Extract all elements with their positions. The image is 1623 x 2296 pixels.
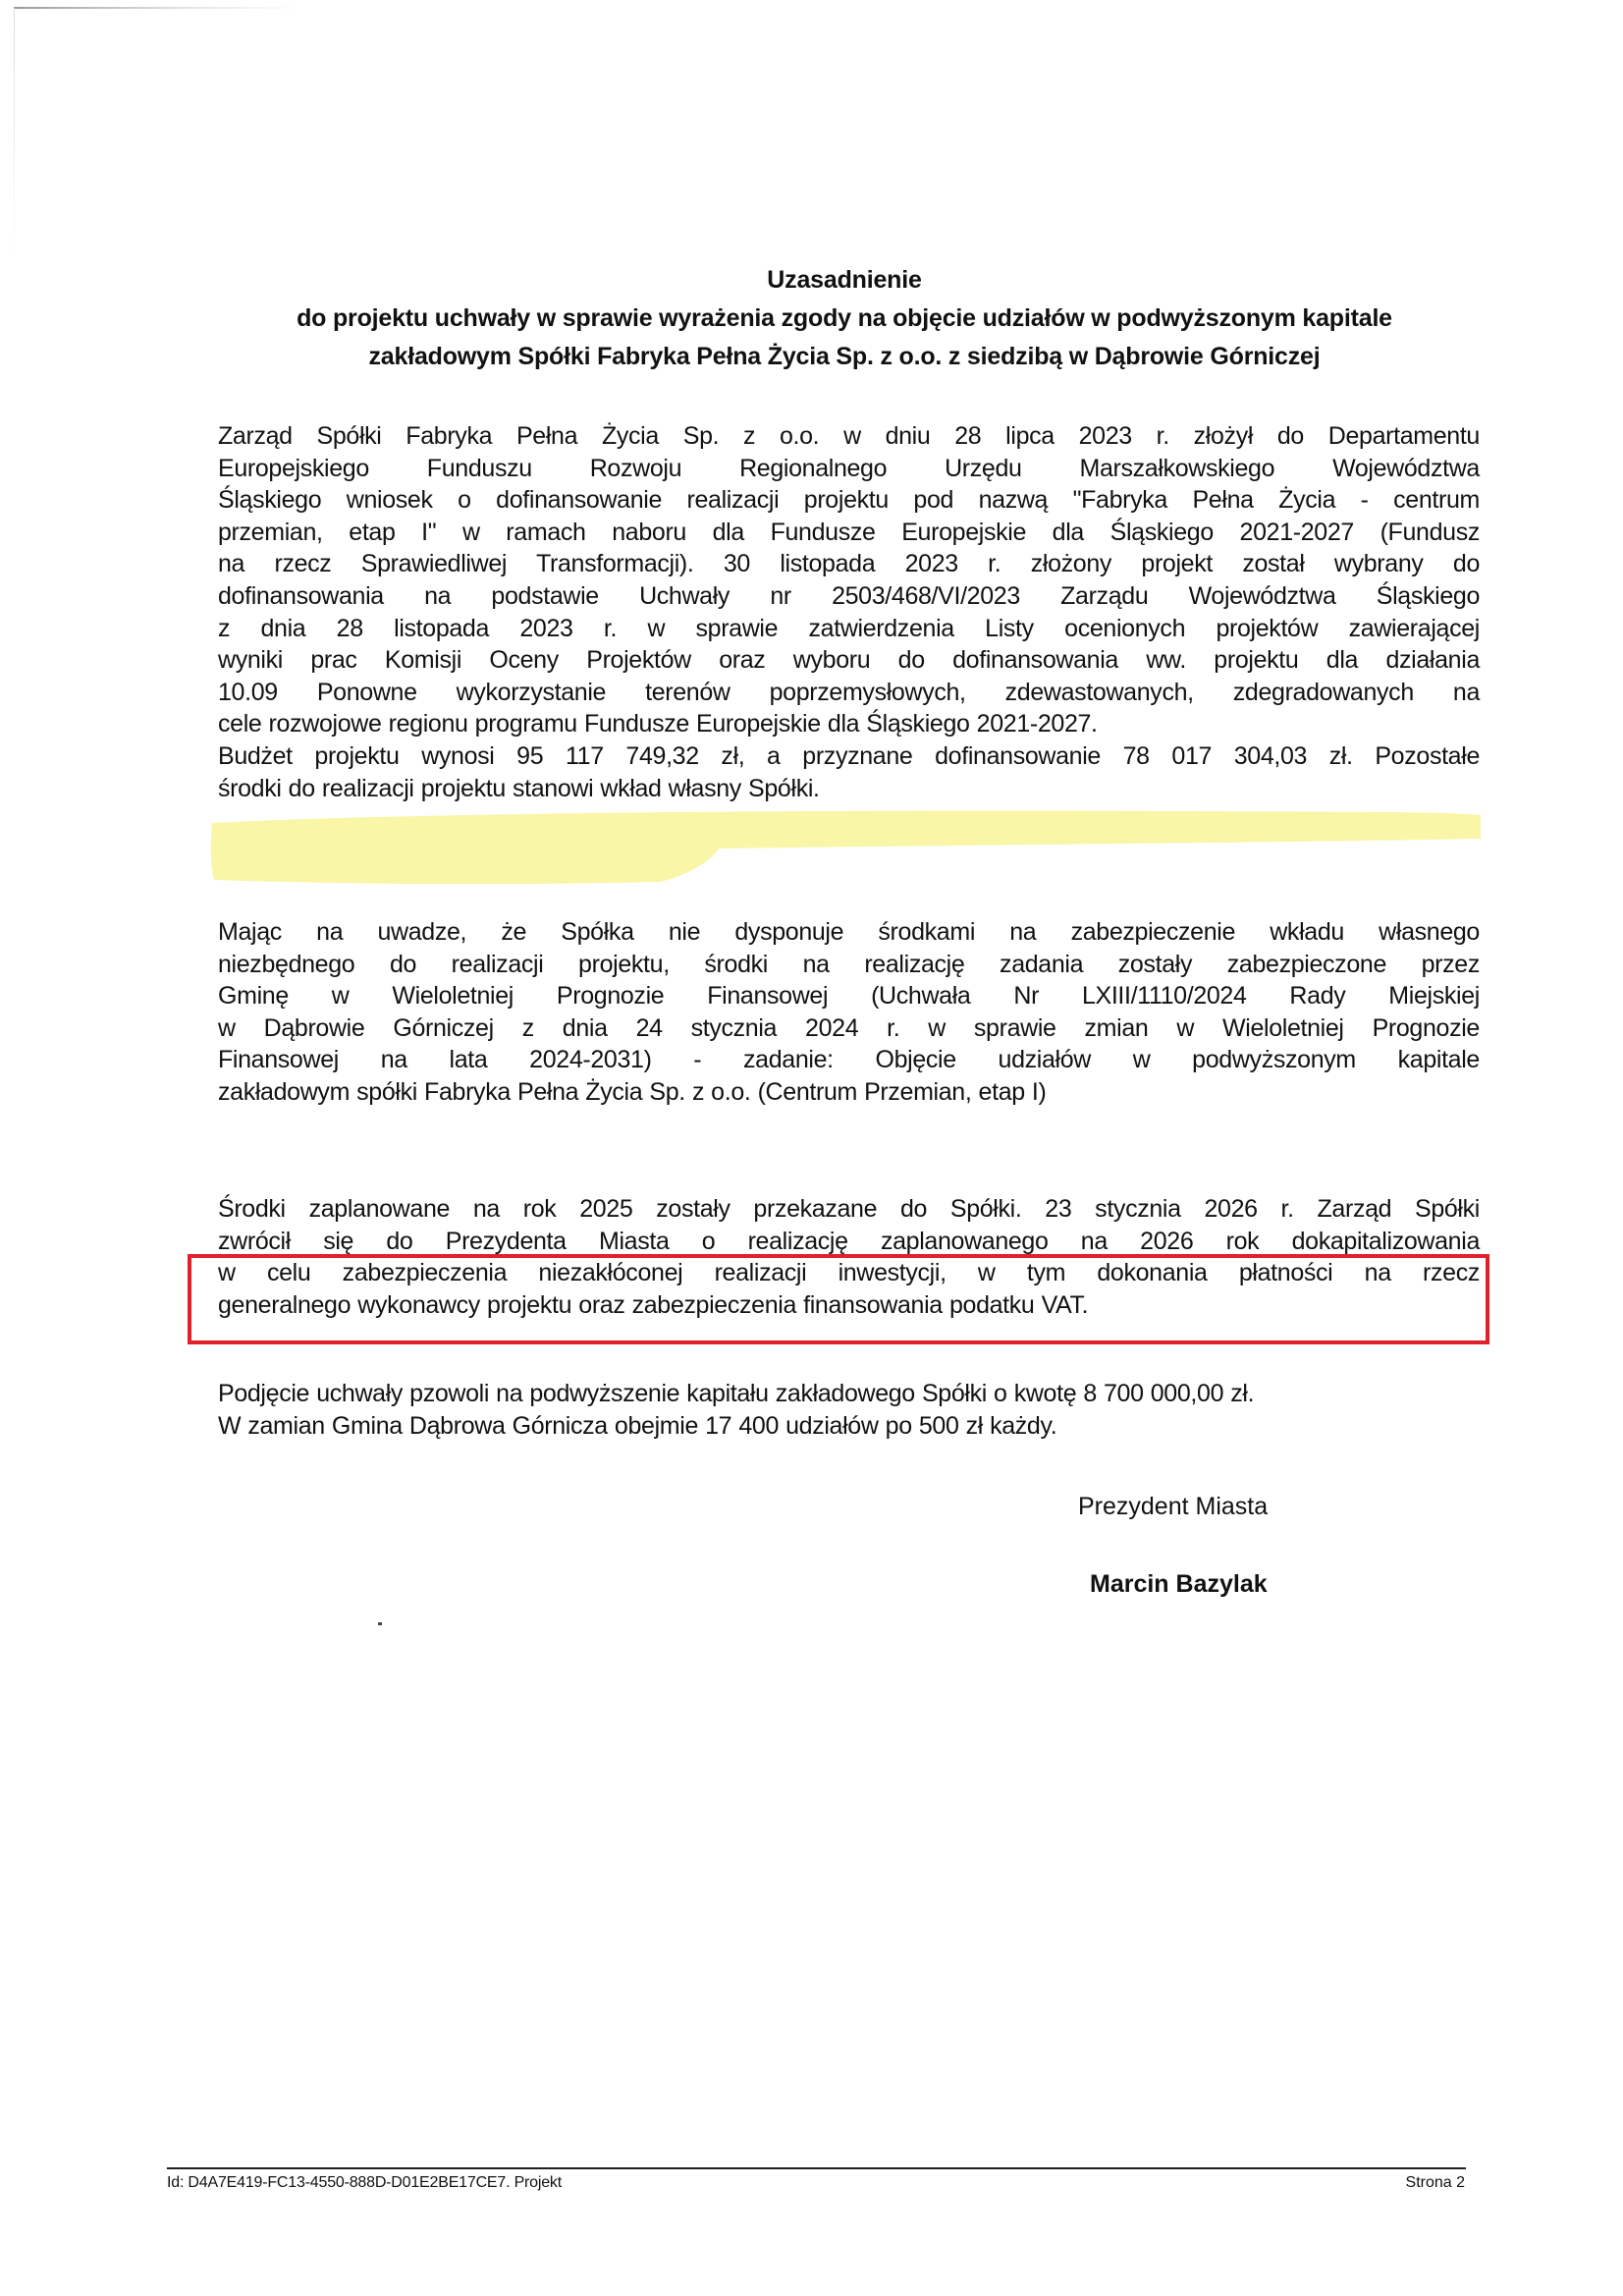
document-subtitle-line-2: zakładowym Spółki Fabryka Pełna Życia Sp. z o.o. z siedzibą w Dąbrowie Górniczej: [368, 343, 1321, 370]
paragraph-capital-increase: [218, 1378, 1480, 1442]
paragraph-own-contribution: [218, 916, 1480, 1109]
paragraph-project-application: [218, 420, 1480, 804]
text-line: cele rozwojowe regionu programu Fundusze Europejskie dla Śląskiego 2021-2027.: [218, 710, 1098, 738]
document-subtitle-line-1: do projektu uchwały w sprawie wyrażenia zgody na objęcie udziałów w podwyższonym kapitale: [297, 304, 1392, 332]
signature-title: Prezydent Miasta: [1078, 1493, 1269, 1520]
text-line: W zamian Gmina Dąbrowa Górnicza obejmie 17 400 udziałów po 500 zł każdy.: [218, 1411, 1057, 1440]
footer-divider: [167, 2167, 1466, 2169]
boxed-text-line: w celu zabezpieczenia niezakłóconej realizacji inwestycji, w tym dokonania płatności na rzecz: [218, 1259, 1480, 1287]
highlighter-stroke: [211, 811, 1481, 885]
text-line: Finansowej na lata 2024-2031) - zadanie: Objęcie udziałów w podwyższonym kapitale: [218, 1046, 1480, 1074]
footer-page-number: Strona 2: [1405, 2174, 1465, 2191]
highlighted-budget-line: środki do realizacji projektu stanowi wkład własny Spółki.: [218, 774, 820, 802]
text-line: Gminę w Wieloletniej Prognozie Finansowej (Uchwała Nr LXIII/1110/2024 Rady Miejskiej: [218, 982, 1480, 1011]
document-heading: [196, 261, 1492, 376]
text-line: na rzecz Sprawiedliwej Transformacji). 30 listopada 2023 r. złożony projekt został wybrany do: [218, 550, 1480, 578]
text-line: Śląskiego wniosek o dofinansowanie realizacji projektu pod nazwą "Fabryka Pełna Życia - centrum: [218, 486, 1480, 515]
text-line: Zarząd Spółki Fabryka Pełna Życia Sp. z o.o. w dniu 28 lipca 2023 r. złożył do Departamentu: [218, 422, 1480, 450]
document-title: Uzasadnienie: [767, 266, 922, 294]
text-line: z dnia 28 listopada 2023 r. w sprawie zatwierdzenia Listy ocenionych projektów zawierającej: [218, 614, 1480, 642]
text-line: Mając na uwadze, że Spółka nie dysponuje środkami na zabezpieczenie wkładu własnego: [218, 918, 1480, 946]
footer-document-id: Id: D4A7E419-FC13-4550-888D-D01E2BE17CE7. Projekt: [167, 2174, 562, 2191]
highlighted-budget-line: Budżet projektu wynosi 95 117 749,32 zł, a przyznane dofinansowanie 78 017 304,03 zł. Pozostałe: [218, 741, 1480, 770]
scan-speck: [378, 1622, 382, 1625]
text-line: Podjęcie uchwały pzowoli na podwyższenie kapitału zakładowego Spółki o kwotę 8 700 000,00 zł.: [218, 1380, 1255, 1407]
text-line: 10.09 Ponowne wykorzystanie terenów poprzemysłowych, zdewastowanych, zdegradowanych na: [218, 678, 1480, 706]
boxed-text-line: generalnego wykonawcy projektu oraz zabezpieczenia finansowania podatku VAT.: [218, 1290, 1089, 1319]
text-line: przemian, etap I" w ramach naboru dla Fundusze Europejskie dla Śląskiego 2021-2027 (Fundusz: [218, 518, 1480, 546]
text-line: zakładowym spółki Fabryka Pełna Życia Sp. z o.o. (Centrum Przemian, etap I): [218, 1077, 1047, 1106]
text-line: wyniki prac Komisji Oceny Projektów oraz wyboru do dofinansowania ww. projektu dla działania: [218, 646, 1480, 675]
text-line: Środki zaplanowane na rok 2025 zostały przekazane do Spółki. 23 stycznia 2026 r. Zarząd Spółki: [218, 1195, 1480, 1223]
text-line: w Dąbrowie Górniczej z dnia 24 stycznia 2024 r. w sprawie zmian w Wieloletniej Prognozie: [218, 1013, 1480, 1042]
text-line: Europejskiego Funduszu Rozwoju Regionalnego Urzędu Marszałkowskiego Województwa: [218, 454, 1480, 482]
text-line: dofinansowania na podstawie Uchwały nr 2503/468/VI/2023 Zarządu Województwa Śląskiego: [218, 581, 1480, 610]
paragraph-funds-2025: [218, 1193, 1480, 1321]
highlighter-mark: [208, 805, 1485, 886]
scan-edge-top: [14, 7, 298, 9]
text-line: zwrócił się do Prezydenta Miasta o realizację zaplanowanego na 2026 rok dokapitalizowania: [218, 1227, 1480, 1255]
text-line: niezbędnego do realizacji projektu, środki na realizację zadania zostały zabezpieczone przez: [218, 950, 1480, 978]
signature-name: Marcin Bazylak: [1090, 1570, 1268, 1598]
scan-edge-left: [14, 8, 15, 263]
